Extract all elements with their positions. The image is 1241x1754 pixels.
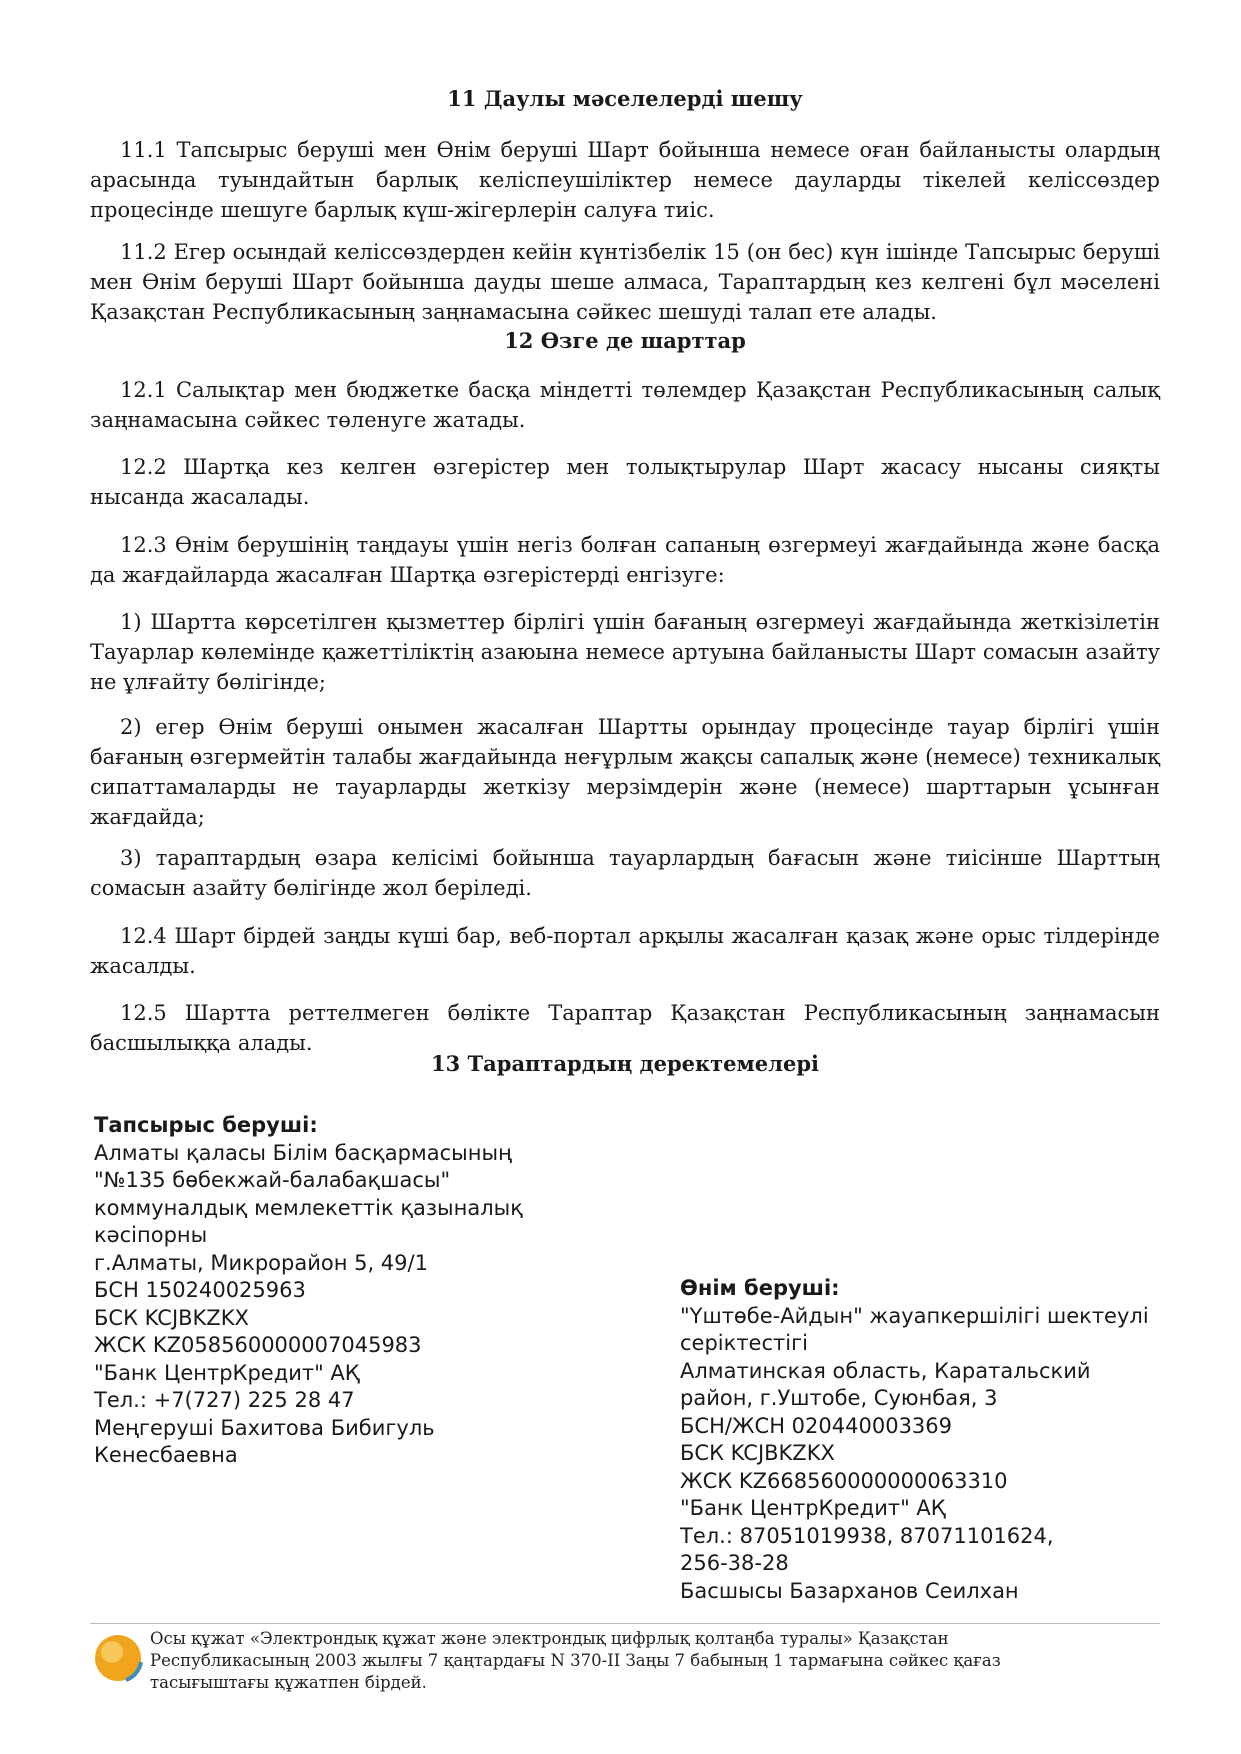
supplier-line: Алматинская область, Каратальский bbox=[680, 1358, 1091, 1383]
list-item-2: 2) егер Өнім беруші онымен жасалған Шартты орындау процесінде тауар бірлігі үшін бағаның өзгермейтін талабы жағдайында неғұрлым жақсы сапалық және (немесе) техникалық сипаттамаларды не тауарларды жеткізу мерзімдерін және (немесе) шарттарын ұсынған жағдайда; bbox=[90, 715, 1160, 829]
footer-line: тасығыштағы құжатпен бірдей. bbox=[150, 1673, 427, 1692]
customer-line: Меңгеруші Бахитова Бибигуль bbox=[94, 1415, 435, 1440]
paragraph-12-3: 12.3 Өнім берушінің таңдауы үшін негіз болған сапаның өзгермеуі жағдайында және басқа да жағдайларда жасалған Шартқа өзгерістерді енгізуге: bbox=[90, 533, 1160, 587]
list-item-1: 1) Шартта көрсетілген қызметтер бірлігі үшін бағаның өзгермеуі жағдайында жеткізілетін Тауарлар көлемінде қажеттіліктің азаюына немесе артуына байланысты Шарт сомасын азайту не ұлғайту бөлігінде; bbox=[90, 610, 1160, 694]
supplier-line: БСК KCJBKZKX bbox=[680, 1441, 835, 1465]
paragraph-12-5: 12.5 Шартта реттелмеген бөлікте Тараптар Қазақстан Республикасының заңнамасын басшылыққа алады. bbox=[90, 1001, 1160, 1055]
footer-line: Республикасының 2003 жылғы 7 қаңтардағы N 370-II Заңы 7 бабының 1 тармағына сәйкес қағаз bbox=[150, 1651, 1001, 1670]
footer-divider bbox=[90, 1623, 1160, 1624]
paragraph-12-1: 12.1 Салықтар мен бюджетке басқа міндетті төлемдер Қазақстан Республикасының салық заңнамасына сәйкес төленуге жатады. bbox=[90, 378, 1160, 432]
supplier-details-block bbox=[680, 1275, 1160, 1605]
supplier-line: "Банк ЦентрКредит" АҚ bbox=[680, 1496, 946, 1520]
paragraph-12-4: 12.4 Шарт бірдей заңды күші бар, веб-портал арқылы жасалған қазақ және орыс тілдерінде жасалды. bbox=[90, 924, 1160, 978]
section-12-heading: 12 Өзге де шарттар bbox=[504, 328, 746, 353]
customer-line: кәсіпорны bbox=[94, 1223, 208, 1247]
paragraph-11-1: 11.1 Тапсырыс беруші мен Өнім беруші Шарт бойынша немесе оған байланысты олардың арасында туындайтын барлық келіспеушіліктер немесе дауларды тікелей келіссөздер процесінде шешуге барлық күш-жігерлерін салуға тиіс. bbox=[90, 138, 1160, 222]
supplier-line: Тел.: 87051019938, 87071101624, bbox=[680, 1523, 1054, 1548]
supplier-line: 256-38-28 bbox=[680, 1551, 789, 1575]
footer-legal-note bbox=[150, 1628, 1160, 1694]
supplier-line: Басшысы Базарханов Сеилхан bbox=[680, 1578, 1019, 1603]
customer-line: коммуналдық мемлекеттік қазыналық bbox=[94, 1195, 523, 1220]
supplier-line: серіктестігі bbox=[680, 1331, 808, 1355]
customer-line: "№135 бөбекжай-балабақшасы" bbox=[94, 1168, 451, 1192]
customer-title: Тапсырыс беруші: bbox=[94, 1113, 318, 1137]
customer-line: ЖСК KZ058560000007045983 bbox=[94, 1333, 422, 1357]
paragraph-11-2: 11.2 Егер осындай келіссөздерден кейін күнтізбелік 15 (он бес) күн ішінде Тапсырыс беруші мен Өнім беруші Шарт бойынша дауды шеше алмаса, Тараптардың кез келгені бұл мәселені Қазақстан Республикасының заңнамасына сәйкес шешуді талап ете алады. bbox=[90, 240, 1160, 324]
supplier-line: район, г.Уштобе, Суюнбая, 3 bbox=[680, 1386, 998, 1410]
supplier-title: Өнім беруші: bbox=[680, 1276, 840, 1300]
customer-line: Тел.: +7(727) 225 28 47 bbox=[94, 1388, 355, 1412]
customer-line: БСК KCJBKZKX bbox=[94, 1305, 249, 1330]
supplier-line: ЖСК KZ668560000000063310 bbox=[680, 1468, 1008, 1493]
customer-line: Кенесбаевна bbox=[94, 1443, 238, 1467]
customer-line: БСН 150240025963 bbox=[94, 1278, 306, 1302]
customer-details bbox=[94, 1112, 654, 1470]
section-11-heading: 11 Даулы мәселелерді шешу bbox=[447, 86, 803, 111]
supplier-line: БСН/ЖСН 020440003369 bbox=[680, 1413, 953, 1438]
supplier-line: "Үштөбе-Айдын" жауапкершілігі шектеулі bbox=[680, 1303, 1149, 1328]
footer-line: Осы құжат «Электрондық құжат және электрондық цифрлық қолтаңба туралы» Қазақстан bbox=[150, 1629, 949, 1648]
customer-line: Алматы қаласы Білім басқармасының bbox=[94, 1140, 512, 1165]
section-13-heading: 13 Тараптардың деректемелері bbox=[431, 1051, 819, 1076]
paragraph-12-2: 12.2 Шартқа кез келген өзгерістер мен толықтырулар Шарт жасасу нысаны сияқты нысанда жасалады. bbox=[90, 455, 1160, 509]
customer-line: г.Алматы, Микрорайон 5, 49/1 bbox=[94, 1250, 428, 1275]
customer-line: "Банк ЦентрКредит" АҚ bbox=[94, 1360, 360, 1385]
e-gov-seal-icon bbox=[92, 1632, 144, 1684]
list-item-3: 3) тараптардың өзара келісімі бойынша тауарлардың бағасын және тиісінше Шарттың сомасын азайту бөлігінде жол беріледі. bbox=[90, 846, 1160, 900]
